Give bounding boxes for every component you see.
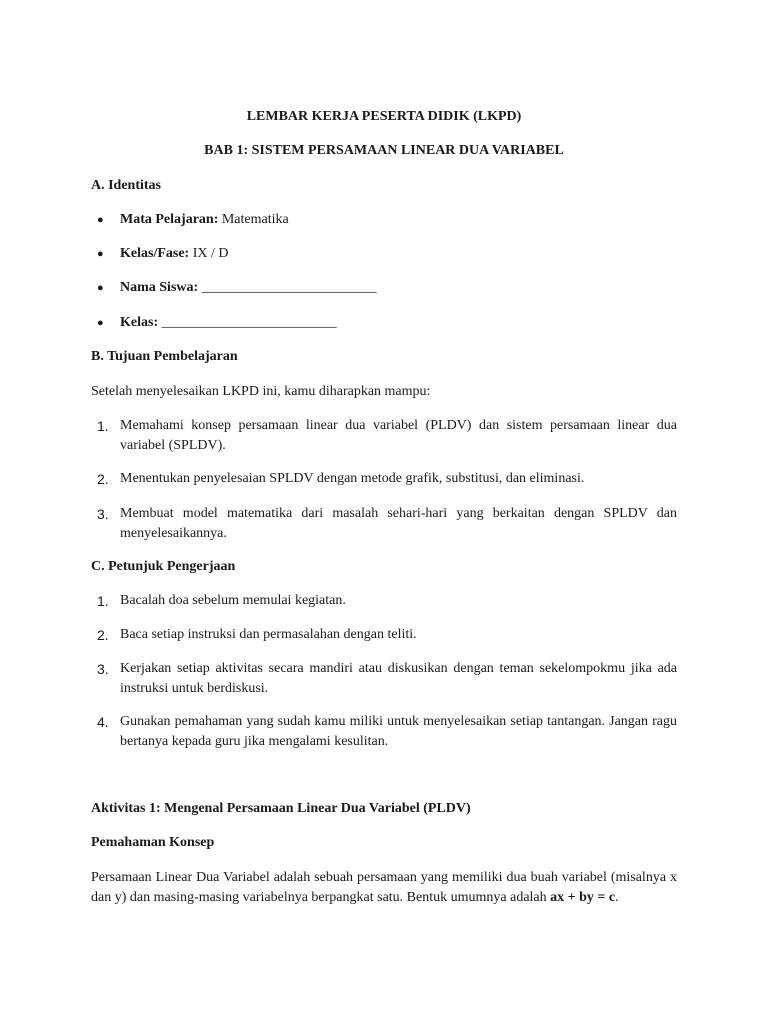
list-number: 4. [97,714,109,730]
instruction-item: Bacalah doa sebelum memulai kegiatan. [120,593,346,608]
list-number: 2. [97,627,109,643]
document-title: LEMBAR KERJA PESERTA DIDIK (LKPD) [246,109,522,124]
objective-item: Memahami konsep persamaan linear dua variabel (PLDV) dan sistem persamaan linear dua variabel (SPLDV). [120,418,677,453]
section-b-intro: Setelah menyelesaikan LKPD ini, kamu diharapkan mampu: [91,384,431,399]
list-number: 3. [97,506,109,522]
concept-paragraph [91,868,677,908]
instruction-item: Baca setiap instruksi dan permasalahan dengan teliti. [120,627,417,642]
identity-item [120,210,289,230]
identity-label: Kelas: [120,315,159,330]
general-form-formula: ax + by = c [550,890,616,905]
bullet-icon: ● [97,214,104,226]
identity-label: Mata Pelajaran: [120,212,219,227]
paragraph-text: Persamaan Linear Dua Variabel adalah sebuah persamaan yang memiliki dua buah variabel (misalnya x dan y) dan masing-masing variabelnya berpangkat satu. Bentuk umumnya adalah [91,870,677,905]
identity-label: Kelas/Fase: [120,246,190,261]
bullet-icon: ● [97,282,104,294]
instruction-item: Kerjakan setiap aktivitas secara mandiri atau diskusikan dengan teman sekelompokmu jika ada instruksi untuk berdiskusi. [120,661,677,696]
objective-item: Membuat model matematika dari masalah sehari-hari yang berkaitan dengan SPLDV dan menyelesaikannya. [120,506,677,541]
list-number: 1. [97,593,109,609]
identity-label: Nama Siswa: [120,280,199,295]
identity-blank-line: _________________________ [158,315,337,330]
identity-item [120,278,377,298]
section-b-heading: B. Tujuan Pembelajaran [91,349,238,364]
instruction-item: Gunakan pemahaman yang sudah kamu miliki untuk menyelesaikan setiap tantangan. Jangan ragu bertanya kepada guru jika mengalami kesulitan. [120,714,677,749]
list-number: 3. [97,661,109,677]
identity-item [120,313,337,333]
bullet-icon: ● [97,248,104,260]
chapter-title: BAB 1: SISTEM PERSAMAAN LINEAR DUA VARIABEL [204,143,564,158]
identity-value: Matematika [218,212,289,227]
section-a-heading: A. Identitas [91,178,162,193]
concept-subheading: Pemahaman Konsep [91,835,215,850]
identity-value: IX / D [189,246,229,261]
objective-item: Menentukan penyelesaian SPLDV dengan metode grafik, substitusi, dan eliminasi. [120,471,585,486]
list-number: 1. [97,418,109,434]
bullet-icon: ● [97,317,104,329]
activity-heading: Aktivitas 1: Mengenal Persamaan Linear Dua Variabel (PLDV) [91,801,471,816]
identity-item [120,244,229,264]
list-number: 2. [97,471,109,487]
identity-blank-line: _________________________ [198,280,377,295]
paragraph-end: . [615,890,619,905]
section-c-heading: C. Petunjuk Pengerjaan [91,559,236,574]
